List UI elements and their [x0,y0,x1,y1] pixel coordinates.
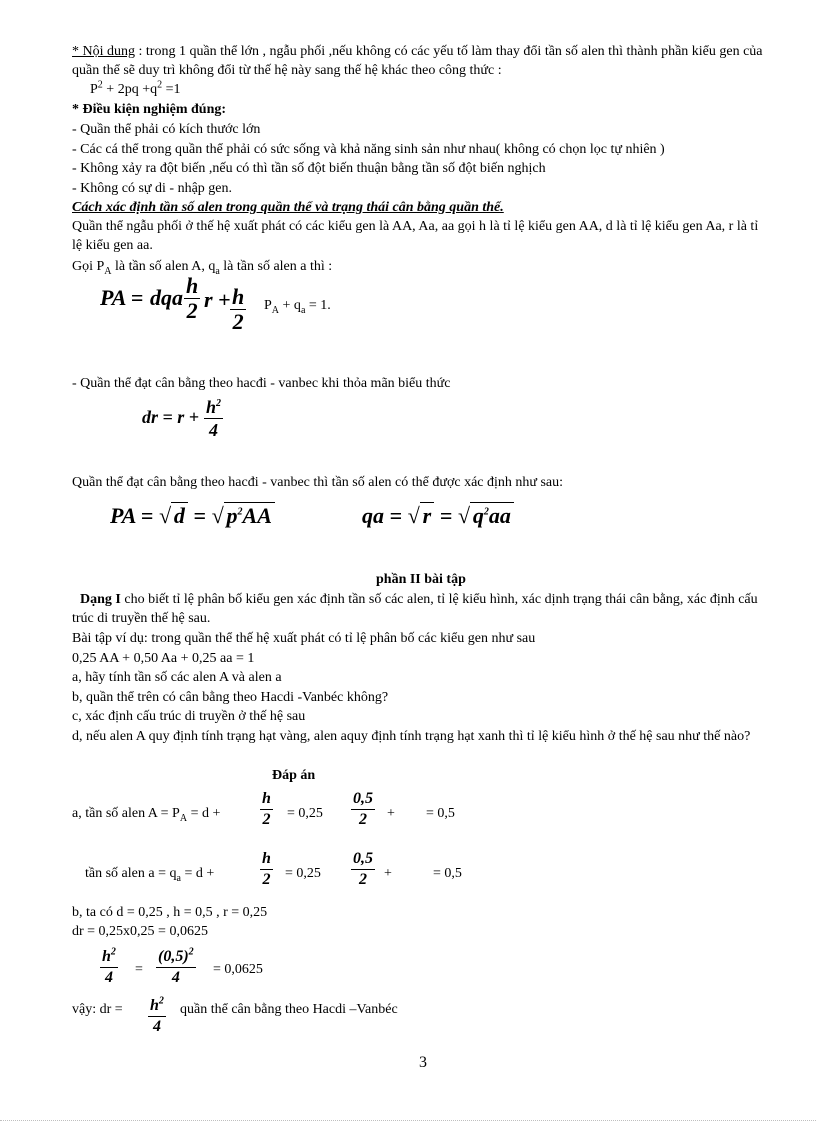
eq2-lhs: dr = r + [142,407,200,427]
plus-sign: + [384,866,392,881]
vay-conclusion: quần thể cân bằng theo Hacdi –Vanbéc [180,1002,398,1017]
noidung-text: : trong 1 quần thể lớn , ngẫu phối ,nếu không có các yếu tố làm thay đổi tần số alen thì thành phần kiểu gen của quần thể sẽ duy trì không đổi từ thế hệ này sang thế hệ khác theo công thức : [72,44,763,78]
method-title: Cách xác định tần số alen trong quần thể và trạng thái cân bằng quần thể. [72,200,504,215]
answer-b-line1: b, ta có d = 0,25 , h = 0,5 , r = 0,25 [72,905,268,920]
answer-a-line1: a, tần số alen $A = P_A = d$ + [72,806,221,824]
noidung-label: * Nội dung [72,44,135,59]
result-00625: = 0,0625 [213,962,263,977]
question-a: a, hãy tính tần số các alen A và alen a [72,670,282,685]
eq3-right: qa = √ r = √ $q^2aa$ [362,506,514,525]
frac-h-2: h 2 [262,790,271,828]
value-025: = 0,25 [287,806,323,821]
frac-05-2: 0,5 2 [353,850,373,888]
eq2-frac: $h^2$ 4 [206,397,222,440]
eq1-frac-h2: h 2 [186,273,199,323]
conditions-title: * Điều kiện nghiệm đúng: [72,102,227,117]
section-title: phần II bài tập [376,572,466,587]
balance-line-2: Quần thể đạt cân bằng theo hacđi - vanbec thì tần số alen có thể được xác định như sau: [72,475,564,490]
frac-05-2: 0,5 2 [353,790,373,828]
question-b: b, quần thể trên có cân bằng theo Hacdi -Vanbéc không? [72,690,389,705]
question-d: d, nếu alen A quy định tính trạng hạt vàng, alen aquy định tính trạng hạt xanh thì tỉ lệ kiểu hình ở thế hệ sau như thế nào? [72,729,751,744]
eq1-lhs: PA = [100,285,144,310]
question-c: c, xác định cấu trúc di truyền ở thế hệ sau [72,709,306,724]
condition-item: - Các cá thể trong quần thể phải có sức sống và khả năng sinh sản như nhau( không có chọn lọc tự nhiên ) [72,142,665,157]
frac-h2-4: $h^2$ 4 [102,946,116,986]
example-intro: Bài tập ví dụ: trong quần thể thế hệ xuất phát có tỉ lệ phân bố các kiểu gen như sau [72,631,536,646]
dang-paragraph: Dạng I cho biết tỉ lệ phân bố kiểu gen xác định tần số các alen, tỉ lệ kiểu hình, xác dịnh trạng thái cân bằng, xác định cấu trúc di truyền thế hệ sau. [72,592,758,626]
content-paragraph [72,42,768,80]
answer-b-line2: dr = 0,25x0,25 = 0,0625 [72,924,208,939]
example-formula: 0,25 AA + 0,50 Aa + 0,25 aa = 1 [72,651,255,666]
equals-sign: = [135,962,143,977]
page-number: 3 [419,1054,427,1071]
eq1-frac-h2b: h 2 [232,284,245,334]
eq3-left: PA = √ d = √ $p^2AA$ [110,506,275,525]
balance-line: - Quần thể đạt cân bằng theo hacđi - vanbec khi thỏa mãn biểu thức [72,376,451,391]
condition-item: - Không xảy ra đột biến ,nếu có thì tần số đột biến thuận bằng tần số đột biến nghịch [72,161,546,176]
answer-a-line2: tần số alen $a = q_a = d$ + [85,866,215,884]
frac-h2-4: $h^2$ 4 [150,995,164,1035]
eq1-overlap: dqa [150,285,183,310]
value-05: = 0,5 [426,806,455,821]
page-bottom-rule [0,1120,816,1121]
frac-05sq-4: $(0,5)^2$ 4 [158,946,194,986]
eq1-sum: $P_A + q_a = 1$. [264,298,331,316]
condition-item: - Không có sự di - nhập gen. [72,181,233,196]
frac-h-2: h 2 [262,850,271,888]
condition-item: - Quần thể phải có kích thước lớn [72,122,261,137]
goi-line: Gọi $P_A$ là tần số alen A, $q_a$ là tần số alen a thì : [72,259,333,277]
method-paragraph: Quần thể ngẫu phối ở thế hệ xuất phát có các kiểu gen là AA, Aa, aa gọi h là tỉ lệ kiểu gen AA, d là tỉ lệ kiểu gen Aa, r là tỉ lệ kiểu gen aa. [72,219,759,253]
value-05: = 0,5 [433,866,462,881]
vay-prefix: vậy: dr = [72,1002,123,1017]
value-025: = 0,25 [285,866,321,881]
plus-sign: + [387,806,395,821]
hardy-weinberg-formula: $P^2 + 2pq +q^2 =1$ [90,79,181,97]
answer-title: Đáp án [272,768,316,783]
eq1-r: r + [204,287,231,312]
